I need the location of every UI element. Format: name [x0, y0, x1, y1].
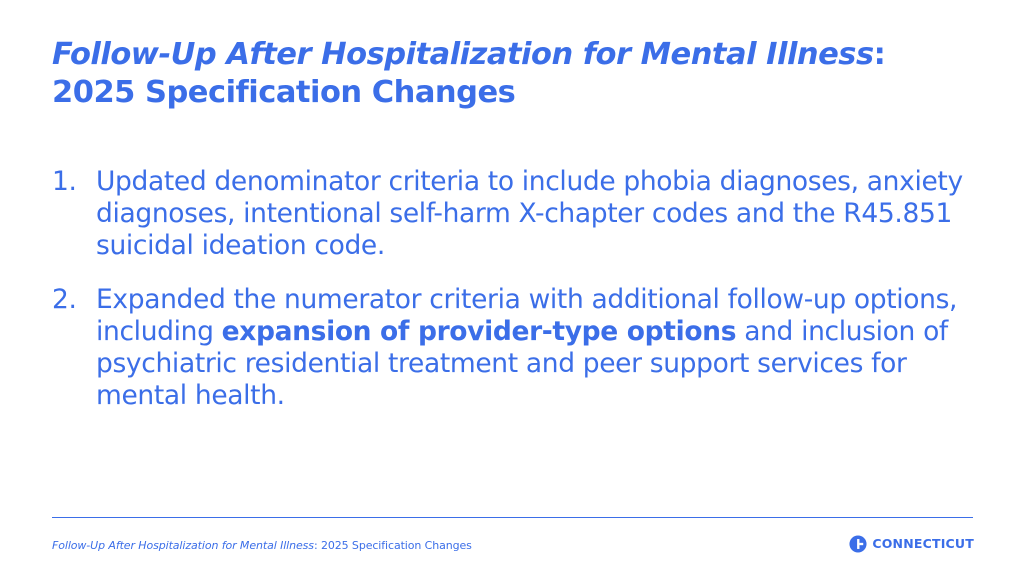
footer-divider — [52, 517, 973, 518]
list-item — [52, 166, 982, 262]
slide-title — [52, 36, 992, 112]
brand-logo — [849, 535, 974, 553]
spec-changes-list — [52, 166, 982, 434]
title-measure-name: Follow-Up After Hospitalization for Mental Illness — [52, 37, 874, 72]
list-item — [52, 284, 982, 412]
footer-caption-rest: : 2025 Specification Changes — [313, 539, 472, 552]
list-item-emphasis: expansion of provider-type options — [221, 316, 737, 347]
brand-wordmark: CONNECTICUT — [872, 536, 974, 551]
connecticut-logo-icon — [849, 535, 867, 553]
footer-caption-measure: Follow-Up After Hospitalization for Mental Illness — [52, 539, 314, 552]
list-item-text-after: and inclusion of psychiatric residential treatment and peer support services for mental health. — [96, 316, 948, 411]
list-item-text: Updated denominator criteria to include phobia diagnoses, anxiety diagnoses, intentional self-harm X-chapter codes and the R45.851 suicidal ideation code. — [96, 166, 963, 261]
title-colon: : — [873, 37, 886, 72]
footer-caption — [52, 539, 472, 553]
title-subtitle: 2025 Specification Changes — [52, 75, 516, 110]
list-item-number: 2. — [52, 284, 77, 315]
list-item-text-before: Expanded the numerator criteria with additional follow-up options, including — [96, 284, 958, 347]
list-item-number: 1. — [52, 166, 77, 197]
